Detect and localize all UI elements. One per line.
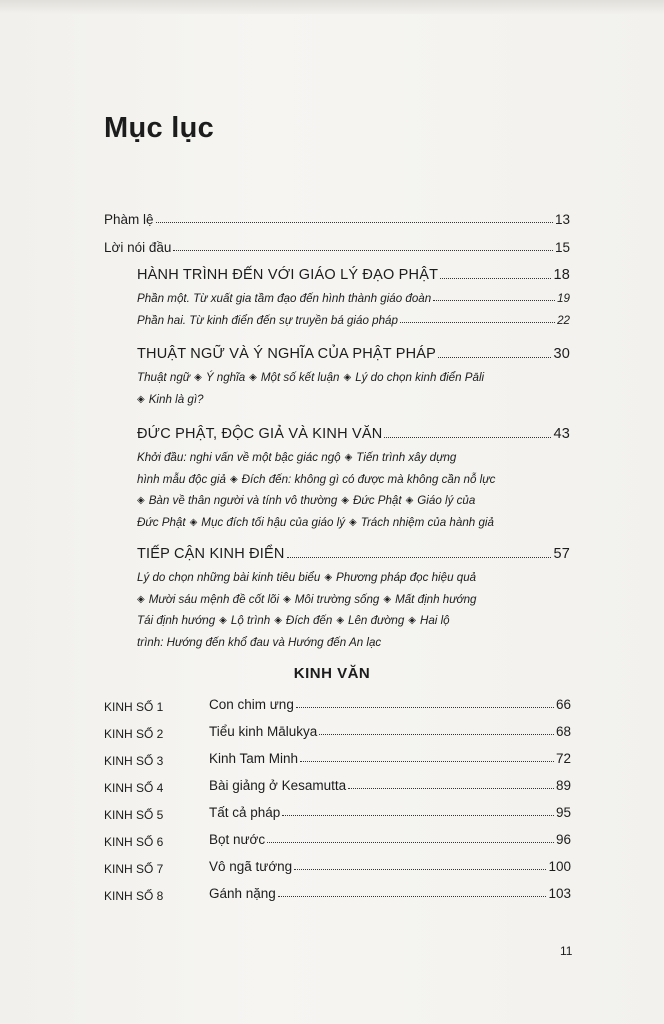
toc-entry-label: Lời nói đầu — [104, 240, 172, 255]
leader-dots — [267, 842, 554, 843]
topic-line: ◈ Mười sáu mệnh đề cốt lõi ◈ Môi trường sống ◈ Mất định hướng — [137, 592, 477, 606]
sutta-entry[interactable] — [209, 697, 571, 712]
sutta-entry[interactable] — [209, 886, 571, 901]
section-3-topics — [137, 448, 569, 534]
topic-line: trình: Hướng đến khổ đau và Hướng đến An lạc — [137, 635, 382, 649]
leader-dots — [438, 357, 551, 358]
diamond-bullet-icon: ◈ — [408, 615, 416, 626]
topic-line: Khởi đầu: nghi vấn về một bậc giác ngộ ◈ Tiến trình xây dựng — [137, 451, 457, 464]
diamond-bullet-icon: ◈ — [219, 615, 227, 626]
topic-line: hình mẫu độc giả ◈ Đích đến: không gì có được mà không cần nỗ lực — [137, 472, 496, 486]
toc-section-1[interactable] — [137, 267, 570, 283]
diamond-bullet-icon: ◈ — [249, 372, 257, 383]
sutta-number: KINH SỐ 4 — [104, 781, 164, 795]
page-title: Mục lục — [104, 112, 215, 144]
toc-page-number: 66 — [555, 697, 571, 712]
toc-page-number: 68 — [555, 724, 571, 739]
sutta-number: KINH SỐ 8 — [104, 889, 164, 903]
sutta-title: Bài giảng ở Kesamutta — [209, 778, 347, 793]
sutta-title: Gánh nặng — [209, 886, 276, 901]
toc-page-number: 15 — [554, 240, 570, 255]
diamond-bullet-icon: ◈ — [344, 452, 353, 463]
sutta-title: Kinh Tam Minh — [209, 751, 299, 766]
leader-dots — [384, 437, 551, 438]
toc-page-number: 95 — [555, 805, 571, 820]
sutta-entry[interactable] — [209, 859, 571, 874]
toc-page-number: 100 — [548, 859, 571, 874]
diamond-bullet-icon: ◈ — [137, 393, 145, 405]
leader-dots — [400, 322, 555, 323]
section-heading: ĐỨC PHẬT, ĐỘC GIẢ VÀ KINH VĂN — [137, 426, 383, 442]
leader-dots — [296, 707, 554, 708]
sutta-title: Tiểu kinh Mālukya — [209, 724, 318, 739]
sutta-number: KINH SỐ 2 — [104, 727, 164, 741]
diamond-bullet-icon: ◈ — [341, 495, 349, 506]
topic-line: ◈ Bàn về thân người và tính vô thường ◈ Đức Phật ◈ Giáo lý của — [137, 494, 476, 507]
toc-page-number: 43 — [553, 426, 570, 442]
toc-subentry-1[interactable] — [137, 292, 570, 305]
leader-dots — [433, 300, 555, 301]
diamond-bullet-icon: ◈ — [137, 593, 145, 605]
leader-dots — [300, 761, 554, 762]
toc-entry-pham-le[interactable] — [104, 212, 570, 227]
toc-page-number: 19 — [557, 292, 570, 305]
toc-page-number: 89 — [555, 778, 571, 793]
diamond-bullet-icon: ◈ — [324, 572, 333, 583]
toc-page-number: 13 — [554, 212, 570, 227]
leader-dots — [282, 815, 554, 816]
toc-page-number: 57 — [553, 546, 570, 562]
leader-dots — [173, 250, 553, 251]
diamond-bullet-icon: ◈ — [189, 516, 198, 528]
section-heading: THUẬT NGỮ VÀ Ý NGHĨA CỦA PHẬT PHÁP — [137, 346, 437, 362]
leader-dots — [294, 869, 546, 870]
diamond-bullet-icon: ◈ — [336, 615, 345, 626]
toc-page-number: 30 — [553, 346, 570, 362]
sutta-number: KINH SỐ 6 — [104, 835, 164, 849]
topic-line: ◈ Kinh là gì? — [137, 392, 204, 406]
sutta-number: KINH SỐ 1 — [104, 700, 164, 714]
kinh-van-heading: KINH VĂN — [293, 665, 371, 682]
topic-line: Đức Phật ◈ Mục đích tối hậu của giáo lý ◈ Trách nhiệm của hành giả — [137, 515, 494, 529]
leader-dots — [440, 278, 551, 279]
toc-subentry-2[interactable] — [137, 314, 570, 327]
section-2-topics — [137, 368, 569, 411]
diamond-bullet-icon: ◈ — [349, 516, 357, 528]
sutta-title: Con chim ưng — [209, 697, 294, 712]
sutta-number: KINH SỐ 7 — [104, 862, 164, 876]
sutta-entry[interactable] — [209, 751, 571, 766]
toc-page-number: 103 — [548, 886, 571, 901]
leader-dots — [156, 222, 553, 223]
toc-section-4[interactable] — [137, 546, 570, 562]
sutta-title: Bọt nước — [209, 832, 266, 847]
sutta-title: Vô ngã tướng — [209, 859, 293, 874]
diamond-bullet-icon: ◈ — [274, 615, 282, 626]
page-number: 11 — [560, 944, 573, 958]
sutta-entry[interactable] — [209, 778, 571, 793]
leader-dots — [348, 788, 554, 789]
section-heading: HÀNH TRÌNH ĐẾN VỚI GIÁO LÝ ĐẠO PHẬT — [137, 267, 439, 283]
toc-page-number: 96 — [555, 832, 571, 847]
section-heading: TIẾP CẬN KINH ĐIỂN — [137, 546, 285, 562]
diamond-bullet-icon: ◈ — [343, 372, 352, 383]
toc-section-2[interactable] — [137, 346, 570, 362]
sutta-entry[interactable] — [209, 724, 571, 739]
sutta-entry[interactable] — [209, 805, 571, 820]
diamond-bullet-icon: ◈ — [229, 473, 238, 485]
toc-entry-label: Phàm lệ — [104, 212, 154, 227]
toc-page-number: 22 — [557, 314, 570, 327]
diamond-bullet-icon: ◈ — [383, 593, 392, 605]
leader-dots — [319, 734, 554, 735]
sutta-title: Tất cả pháp — [209, 805, 281, 820]
diamond-bullet-icon: ◈ — [137, 495, 145, 506]
section-4-topics — [137, 568, 569, 653]
sutta-number: KINH SỐ 5 — [104, 808, 164, 822]
diamond-bullet-icon: ◈ — [283, 593, 291, 605]
scan-edge — [0, 0, 664, 14]
leader-dots — [278, 896, 547, 897]
topic-line: Thuật ngữ ◈ Ý nghĩa ◈ Một số kết luận ◈ Lý do chọn kinh điển Pāli — [137, 371, 485, 384]
subentry-label: Phần một. Từ xuất gia tầm đạo đến hình thành giáo đoàn — [137, 292, 432, 305]
diamond-bullet-icon: ◈ — [405, 495, 414, 506]
toc-section-3[interactable] — [137, 426, 570, 442]
sutta-number: KINH SỐ 3 — [104, 754, 164, 768]
sutta-entry[interactable] — [209, 832, 571, 847]
toc-page-number: 72 — [555, 751, 571, 766]
toc-page-number: 18 — [553, 267, 570, 283]
leader-dots — [287, 557, 552, 558]
diamond-bullet-icon: ◈ — [194, 372, 202, 383]
toc-entry-loi-noi-dau[interactable] — [104, 240, 570, 255]
subentry-label: Phần hai. Từ kinh điển đến sự truyền bá giáo pháp — [137, 314, 398, 327]
topic-line: Lý do chọn những bài kinh tiêu biểu ◈ Phương pháp đọc hiệu quả — [137, 571, 477, 584]
topic-line: Tái định hướng ◈ Lộ trình ◈ Đích đến ◈ Lên đường ◈ Hai lộ — [137, 614, 450, 627]
